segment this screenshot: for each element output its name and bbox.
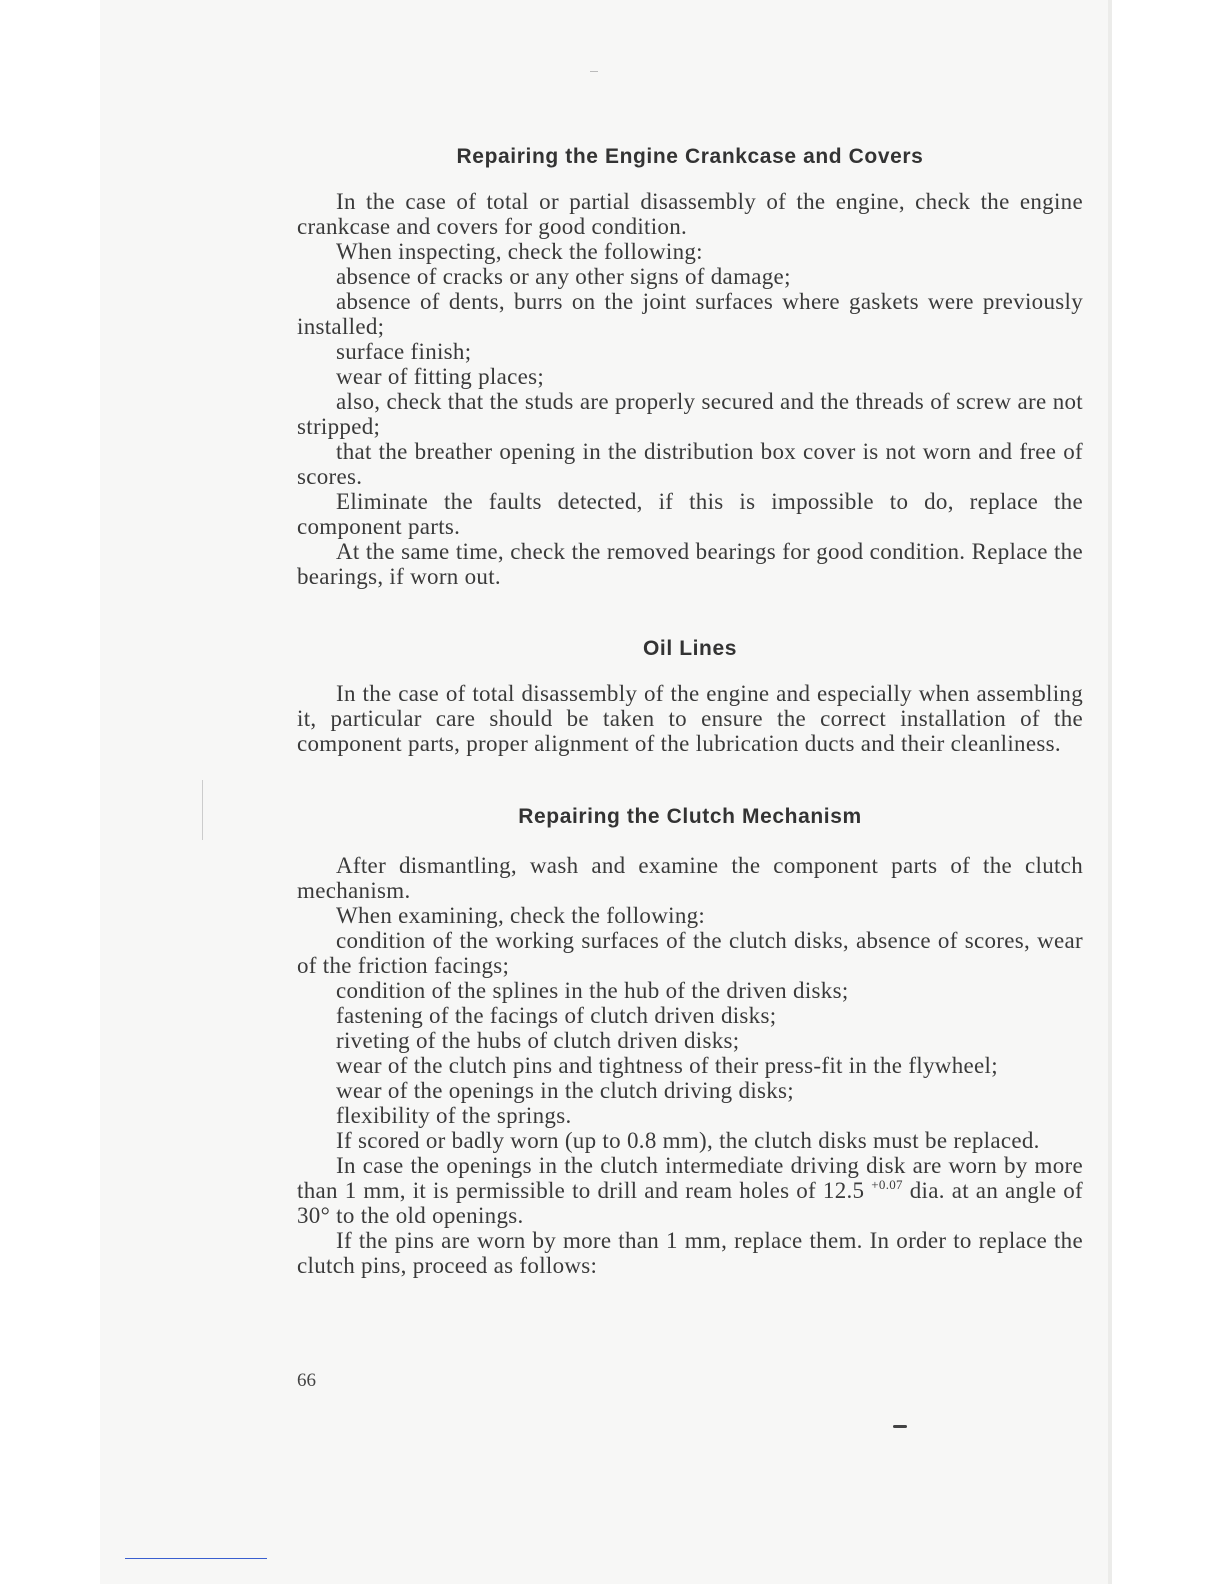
- paragraph: absence of cracks or any other signs of damage;: [336, 264, 791, 289]
- paragraph: When examining, check the following:: [336, 903, 706, 928]
- paragraph: wear of the openings in the clutch driving disks;: [336, 1078, 794, 1103]
- paragraph: If the pins are worn by more than 1 mm, replace them. In order to replace the clutch pins, proceed as follows:: [297, 1228, 1083, 1278]
- page-edge: [1108, 0, 1112, 1584]
- paragraph: riveting of the hubs of clutch driven disks;: [336, 1028, 740, 1053]
- paragraph: surface finish;: [336, 339, 472, 364]
- section-heading-oil-lines: Oil Lines: [642, 637, 738, 660]
- paragraph: that the breather opening in the distribution box cover is not worn and free of scores.: [297, 439, 1083, 489]
- paragraph: In the case of total disassembly of the engine and especially when assembling it, particular care should be taken to ensure the correct installation of the component parts, proper alignment of the lubrication ducts and their cleanliness.: [297, 681, 1083, 756]
- tolerance-text-after: dia. at an angle of 30° to the old openings.: [297, 1178, 1083, 1228]
- paragraph: At the same time, check the removed bearings for good condition. Replace the bearings, if worn out.: [297, 539, 1083, 589]
- bottom-rule: [125, 1558, 267, 1559]
- paragraph: also, check that the studs are properly secured and the threads of screw are not stripped;: [297, 389, 1083, 439]
- scan-artifact: [893, 1425, 907, 1428]
- section-heading-clutch: Repairing the Clutch Mechanism: [518, 805, 862, 828]
- tolerance-superscript: +0.07: [871, 1177, 903, 1192]
- paragraph: Eliminate the faults detected, if this is impossible to do, replace the component parts.: [297, 489, 1083, 539]
- paragraph: If scored or badly worn (up to 0.8 mm), the clutch disks must be replaced.: [336, 1128, 1040, 1153]
- paragraph: flexibility of the springs.: [336, 1103, 572, 1128]
- scan-artifact: [590, 71, 598, 72]
- paragraph: absence of dents, burrs on the joint surfaces where gaskets were previously installed;: [297, 289, 1083, 339]
- paragraph: wear of the clutch pins and tightness of their press-fit in the flywheel;: [336, 1053, 998, 1078]
- tolerance-paragraph: [297, 1153, 1083, 1228]
- paragraph: fastening of the facings of clutch driven disks;: [336, 1003, 777, 1028]
- page-number: 66: [297, 1370, 316, 1391]
- paragraph: In the case of total or partial disassembly of the engine, check the engine crankcase and covers for good condition.: [297, 189, 1083, 239]
- paragraph: After dismantling, wash and examine the component parts of the clutch mechanism.: [297, 853, 1083, 903]
- paragraph: When inspecting, check the following:: [336, 239, 703, 264]
- scan-artifact: [202, 780, 203, 840]
- text-column: [297, 140, 1083, 1278]
- paragraph: wear of fitting places;: [336, 364, 545, 389]
- paragraph: condition of the working surfaces of the clutch disks, absence of scores, wear of the friction facings;: [297, 928, 1083, 978]
- paragraph: condition of the splines in the hub of the driven disks;: [336, 978, 849, 1003]
- section-heading-crankcase: Repairing the Engine Crankcase and Covers: [456, 145, 924, 168]
- tolerance-text-before: In case the openings in the clutch intermediate driving disk are worn by more than 1 mm, it is permissible to drill and ream holes of 12.5: [297, 1153, 1083, 1203]
